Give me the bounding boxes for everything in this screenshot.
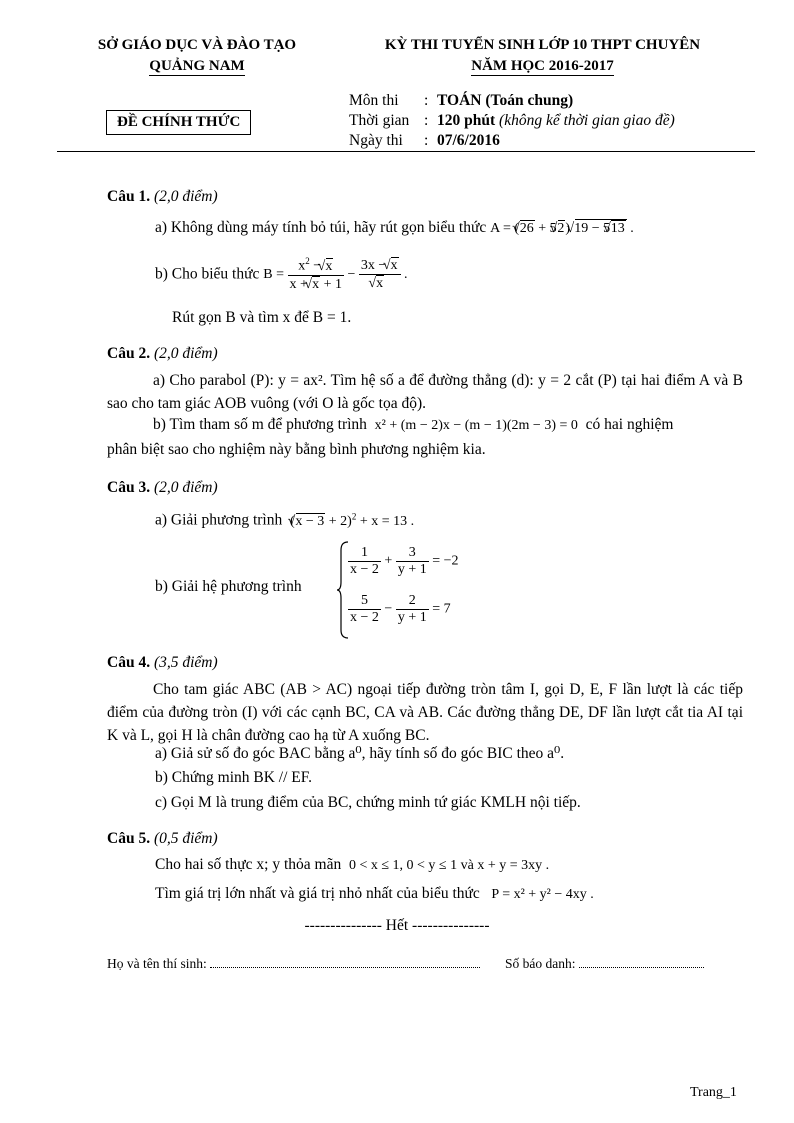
q5-expression: P = x² + y² − 4xy . [491,887,594,902]
date-value: 07/6/2016 [437,132,500,149]
q3-a-expression: (√ x − 3 + 2)$^2$ + x = 13 . [290,514,414,529]
q2-part-a: a) Cho parabol (P): y = ax². Tìm hệ số a để đường thẳng (d): y = 2 cắt (P) tại hai điểm A và B sao cho tam giác AOB vuông (với O là gốc tọa độ). [107,372,743,412]
province-name: QUẢNG NAM [149,58,245,74]
q4-part-a: a) Giả sử số đo góc BAC bằng a⁰, hãy tính số đo góc BIC theo a⁰. [155,745,565,762]
q5-heading: Câu 5. (0,5 điểm) [107,830,218,847]
time-value: 120 phút (không kể thời gian giao đề) [437,112,675,129]
q1-part-b-task: Rút gọn B và tìm x để B = 1. [172,309,352,326]
subject-value: TOÁN (Toán chung) [437,92,574,109]
q1-heading: Câu 1. (2,0 điểm) [107,188,218,205]
q1-part-b: b) Cho biểu thức B = $\frac{x^2 - √ x}{x + √ x + 1}$ − 3x − √ x √ x . [155,256,408,293]
page-number: Trang_1 [690,1085,737,1100]
department-name: SỞ GIÁO DỤC VÀ ĐÀO TẠO [97,37,297,53]
school-year: NĂM HỌC 2016-2017 [471,58,614,74]
colon: : [424,92,429,109]
q3-equation-1: $\frac{1}{x - 2}$ + $\frac{3}{y + 1}$ = −2 [350,545,459,577]
q4-part-b: b) Chứng minh BK // EF. [155,769,313,786]
header-divider [57,151,755,152]
q3-part-b: b) Giải hệ phương trình [155,578,302,595]
date-label: Ngày thi [349,132,403,149]
q1-a-expression: A = (√ 26 + 5√ 2) √ 19 − 5√ 13 . [490,221,634,236]
subject-label: Môn thi [349,92,399,109]
colon: : [424,112,429,129]
q2-part-b: b) Tìm tham số m để phương trình x² + (m − 2)x − (m − 1)(2m − 3) = 0 có hai nghiệm [153,416,674,433]
time-label: Thời gian [349,112,410,129]
q2-b-expression: x² + (m − 2)x − (m − 1)(2m − 3) = 0 [374,418,578,433]
q1-part-a: a) Không dùng máy tính bỏ túi, hãy rút gọn biểu thức A = (√ 26 + 5√ 2) √ 19 − 5√ 13 . [155,219,634,237]
exam-title: KỲ THI TUYỂN SINH LỚP 10 THPT CHUYÊN [384,37,701,53]
candidate-id-line: Số báo danh: [505,955,704,972]
official-exam-badge: ĐỀ CHÍNH THỨC [106,110,251,135]
q4-intro: Cho tam giác ABC (AB > AC) ngoại tiếp đường tròn tâm I, gọi D, E, F lần lượt là các tiếp điểm của đường tròn (I) với các cạnh BC, CA và AB. Các đường thẳng DE, DF lần lượt cắt tia AI tại K và L, gọi H là chân đường cao hạ từ A xuống BC. [107,681,743,744]
q3-equation-2: $\frac{5}{x - 2}$ − $\frac{2}{y + 1}$ = 7 [350,593,451,625]
q4-part-c: c) Gọi M là trung điểm của BC, chứng minh tứ giác KMLH nội tiếp. [155,794,581,811]
q4-heading: Câu 4. (3,5 điểm) [107,654,218,671]
q5-line2: Tìm giá trị lớn nhất và giá trị nhỏ nhất của biểu thức P = x² + y² − 4xy . [155,885,594,902]
q5-condition: 0 < x ≤ 1, 0 < y ≤ 1 và x + y = 3xy . [348,858,550,873]
colon: : [424,132,429,149]
candidate-name-line: Họ và tên thí sinh: [107,955,480,972]
candidate-id-blank [579,955,704,968]
candidate-name-blank [210,955,480,968]
q5-line1: Cho hai số thực x; y thỏa mãn 0 < x ≤ 1, 0 < y ≤ 1 và x + y = 3xy . [155,856,550,873]
q2-part-b-line2: phân biệt sao cho nghiệm này bằng bình phương nghiệm kia. [107,441,486,458]
q2-heading: Câu 2. (2,0 điểm) [107,345,218,362]
q1-b-expression: B = $\frac{x^2 - √ x}{x + √ x + 1}$ − 3x − √ x √ x . [263,267,407,282]
end-marker: --------------- Hết --------------- [304,917,490,934]
q3-heading: Câu 3. (2,0 điểm) [107,479,218,496]
q3-part-a: a) Giải phương trình (√ x − 3 + 2)$^2$ + x = 13 . [155,511,414,530]
